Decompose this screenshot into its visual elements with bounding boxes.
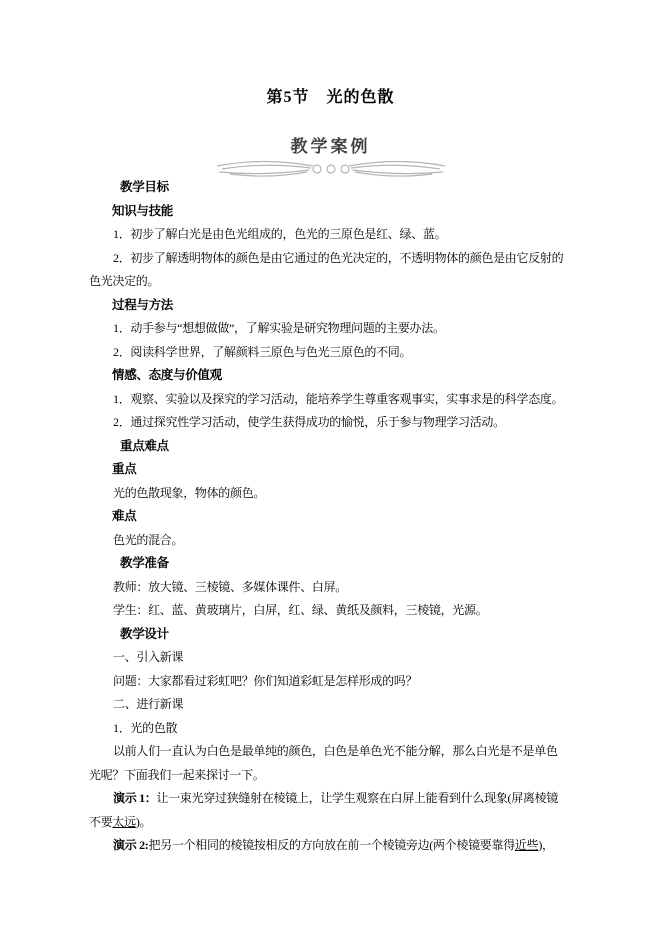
paragraph: 教师：放大镜、三棱镜、多媒体课件、白屏。 bbox=[113, 579, 348, 594]
paragraph: 2．通过探究性学习活动，使学生获得成功的愉悦，乐于参与物理学习活动。 bbox=[113, 415, 505, 429]
paragraph: 光的色散现象，物体的颜色。 bbox=[113, 485, 266, 500]
text-run: )。 bbox=[135, 814, 152, 829]
sub-heading: 知识与技能 bbox=[112, 203, 174, 218]
paragraph: 1．初步了解白光是由色光组成的，色光的三原色是红、绿、蓝。 bbox=[113, 227, 447, 241]
text-run: )， bbox=[538, 838, 554, 852]
document-body bbox=[89, 176, 566, 858]
run-label: 演示 1： bbox=[113, 791, 157, 805]
paragraph: 二、进行新课 bbox=[113, 697, 184, 711]
section-heading: 教学设计 bbox=[120, 626, 169, 641]
paragraph: 学生：红、蓝、黄玻璃片，白屏，红、绿、黄纸及颜料，三棱镜，光源。 bbox=[113, 603, 488, 617]
paragraph: 一、引入新课 bbox=[113, 650, 184, 664]
sub-heading: 情感、态度与价值观 bbox=[112, 368, 222, 382]
paragraph: 2．初步了解透明物体的颜色是由它通过的色光决定的，不透明物体的颜色是由它反射的色光决定的。 bbox=[89, 250, 564, 288]
banner bbox=[0, 132, 661, 178]
sub-heading: 重点 bbox=[112, 462, 137, 476]
banner-title: 教学案例 bbox=[290, 137, 371, 156]
paragraph bbox=[89, 787, 566, 834]
document-title: 第5节 光的色散 bbox=[266, 89, 395, 106]
banner-flourish-icon bbox=[216, 156, 446, 178]
sub-heading: 难点 bbox=[112, 509, 137, 523]
section-heading: 教学目标 bbox=[120, 180, 169, 194]
run-label: 演示 2: bbox=[113, 838, 149, 852]
paragraph: 以前人们一直认为白色是最单纯的颜色，白色是单色光不能分解，那么白光是不是单色光呢？下面我们一起来探讨一下。 bbox=[89, 744, 558, 782]
paragraph bbox=[89, 834, 566, 858]
paragraph: 色光的混合。 bbox=[113, 532, 184, 547]
paragraph: 1．动手参与“想想做做”，了解实验是研究物理问题的主要办法。 bbox=[113, 321, 445, 335]
paragraph: 1．光的色散 bbox=[113, 720, 178, 735]
section-heading: 重点难点 bbox=[120, 438, 169, 453]
paragraph: 问题：大家都看过彩虹吧？你们知道彩虹是怎样形成的吗？ bbox=[113, 673, 418, 688]
section-heading: 教学准备 bbox=[120, 556, 169, 570]
paragraph: 2．阅读科学世界，了解颜料三原色与色光三原色的不同。 bbox=[113, 344, 412, 359]
text-run: 让一束光穿过狭缝射在棱镜上，让学生观察在白屏上能看到什么现象(屏离棱镜不要 bbox=[89, 791, 559, 829]
paragraph: 1．观察、实验以及探究的学习活动，能培养学生尊重客观事实，实事求是的科学态度。 bbox=[113, 391, 564, 406]
text-run: 把另一个相同的棱镜按相反的方向放在前一个棱镜旁边(两个棱镜要靠得 bbox=[148, 838, 515, 852]
sub-heading: 过程与方法 bbox=[112, 297, 174, 312]
text-run: 近些 bbox=[514, 838, 539, 852]
text-run: 太远 bbox=[112, 814, 136, 829]
